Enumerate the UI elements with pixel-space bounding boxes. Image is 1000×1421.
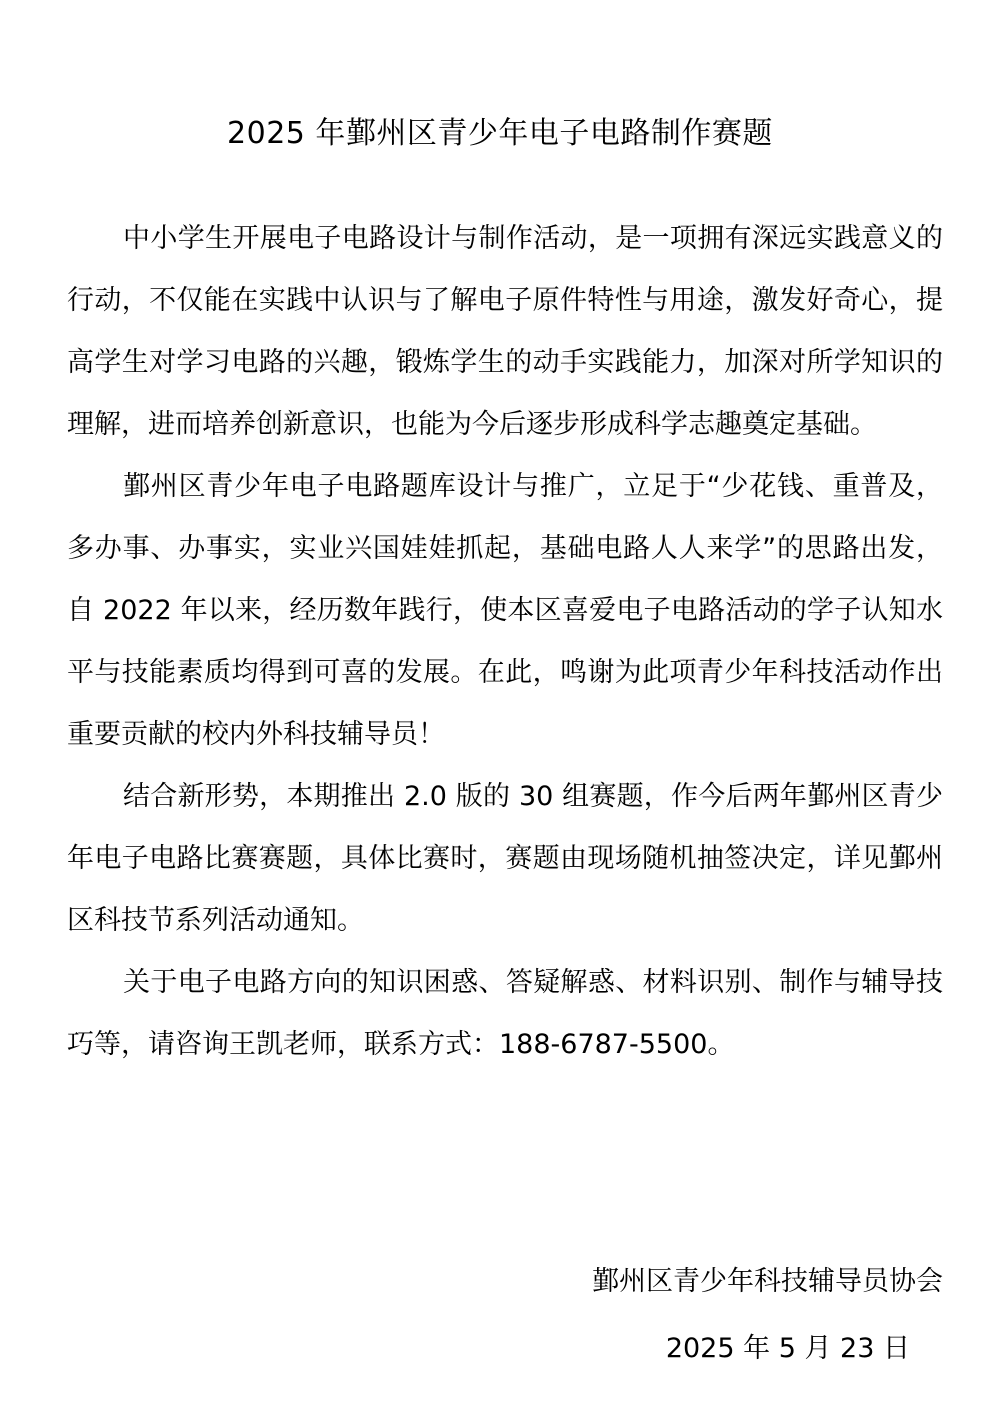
paragraph-contact: 关于电子电路方向的知识困惑、答疑解惑、材料识别、制作与辅导技巧等，请咨询王凯老师，联系方式：188-6787-5500。	[67, 967, 943, 1060]
paragraph-intro: 中小学生开展电子电路设计与制作活动，是一项拥有深远实践意义的行动，不仅能在实践中认识与了解电子原件特性与用途，激发好奇心，提高学生对学习电路的兴趣，锻炼学生的动手实践能力，加深对所学知识的理解，进而培养创新意识，也能为今后逐步形成科学志趣奠定基础。	[67, 223, 943, 440]
signature-date: 2025 年 5 月 23 日	[665, 1333, 910, 1364]
document-title: 2025 年鄞州区青少年电子电路制作赛题	[227, 116, 773, 151]
document-body	[67, 208, 943, 1076]
signature-organization: 鄞州区青少年科技辅导员协会	[592, 1266, 943, 1297]
paragraph-new-edition: 结合新形势，本期推出 2.0 版的 30 组赛题，作今后两年鄞州区青少年电子电路比赛赛题，具体比赛时，赛题由现场随机抽签决定，详见鄞州区科技节系列活动通知。	[67, 781, 943, 936]
paragraph-promotion: 鄞州区青少年电子电路题库设计与推广，立足于“少花钱、重普及，多办事、办事实，实业兴国娃娃抓起，基础电路人人来学”的思路出发，自 2022 年以来，经历数年践行，使本区喜爱电子电路活动的学子认知水平与技能素质均得到可喜的发展。在此，鸣谢为此项青少年科技活动作出重要贡献的校内外科技辅导员！	[67, 471, 943, 750]
